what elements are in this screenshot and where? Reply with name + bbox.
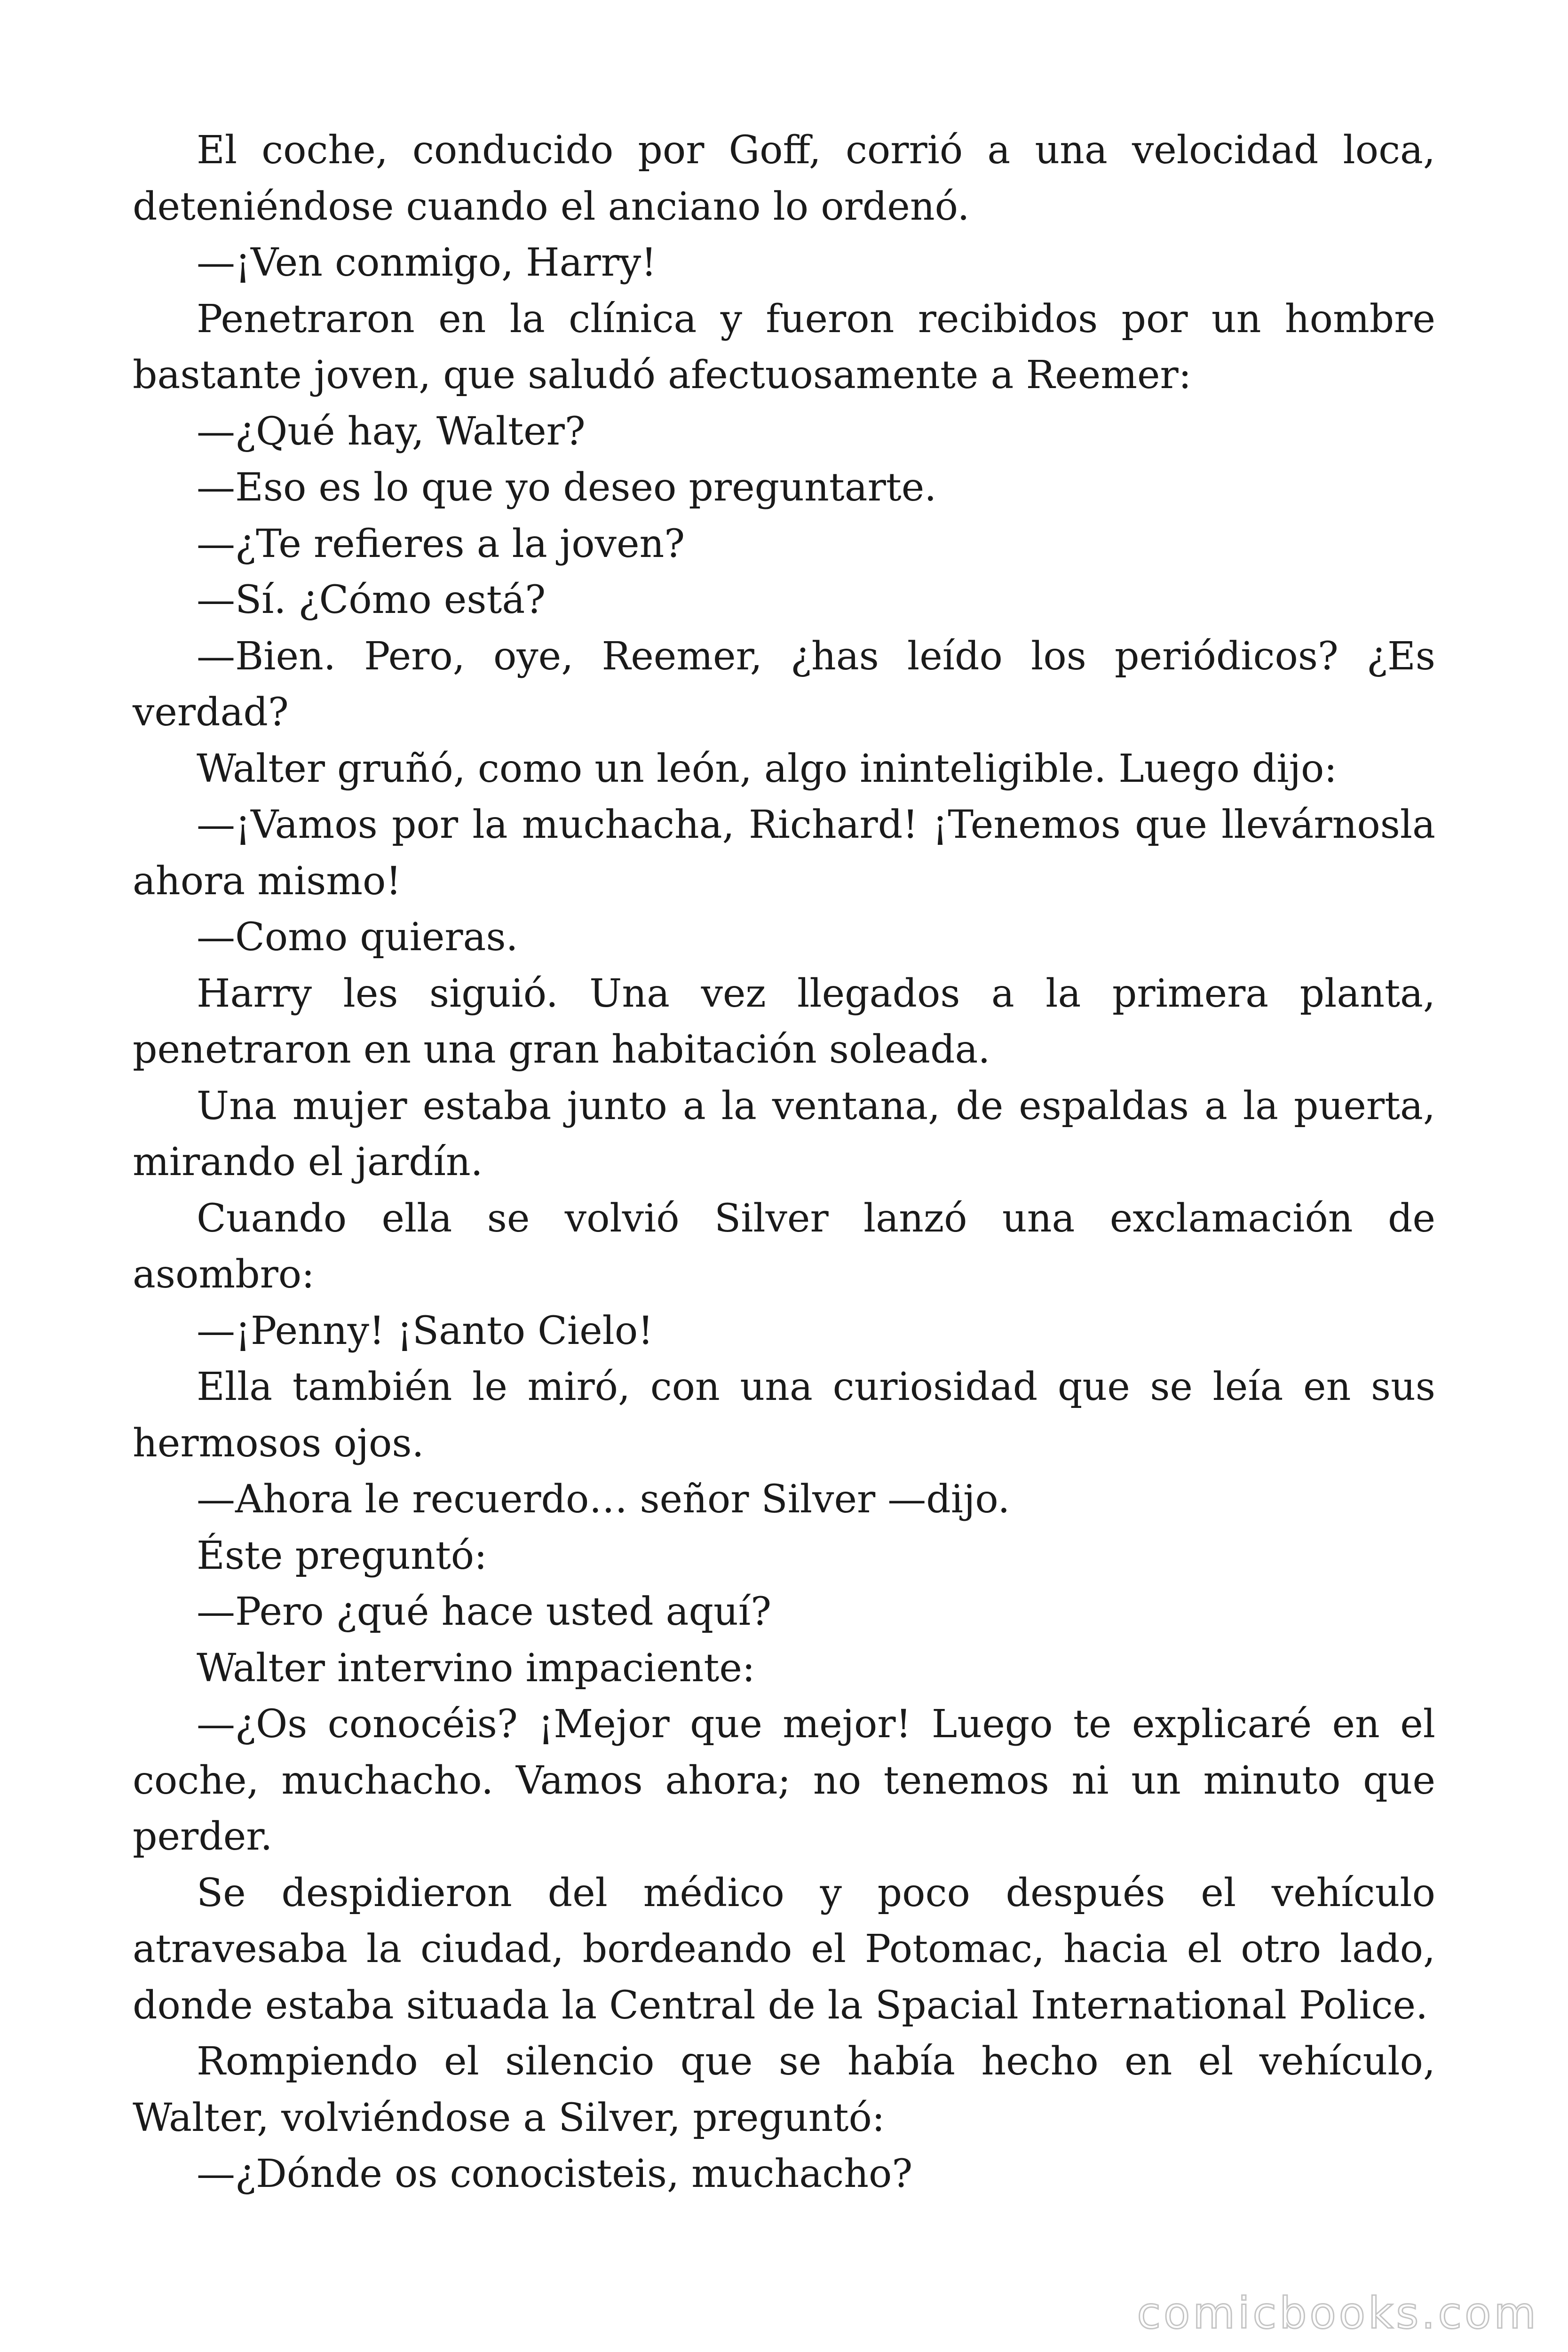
paragraph: —Sí. ¿Cómo está? [197, 578, 546, 622]
paragraph: —¿Te refieres a la joven? [197, 521, 685, 566]
paragraph: Rompiendo el silencio que se había hecho en el vehículo, Walter, volviéndose a Silver, preguntó: [133, 2039, 1435, 2140]
watermark: comicbooks.com [1137, 2288, 1539, 2338]
paragraph: Éste preguntó: [197, 1533, 487, 1578]
paragraph: —Ahora le recuerdo… señor Silver —dijo. [197, 1477, 1010, 1522]
paragraph: Una mujer estaba junto a la ventana, de espaldas a la puerta, mirando el jardín. [133, 1083, 1435, 1184]
paragraph: —Eso es lo que yo deseo preguntarte. [197, 465, 937, 510]
paragraph: —Bien. Pero, oye, Reemer, ¿has leído los periódicos? ¿Es verdad? [133, 634, 1435, 735]
paragraph: Walter gruñó, como un león, algo ininteligible. Luego dijo: [197, 746, 1338, 791]
paragraph: —Pero ¿qué hace usted aquí? [197, 1589, 772, 1634]
paragraph: —¡Penny! ¡Santo Cielo! [197, 1308, 654, 1353]
paragraph: Walter intervino impaciente: [197, 1645, 755, 1691]
body-text [133, 122, 1435, 2202]
paragraph: —¿Qué hay, Walter? [197, 409, 586, 454]
paragraph: Ella también le miró, con una curiosidad que se leía en sus hermosos ojos. [133, 1365, 1435, 1466]
paragraph: —¿Dónde os conocisteis, muchacho? [197, 2152, 913, 2196]
paragraph: —¡Vamos por la muchacha, Richard! ¡Tenemos que llevárnosla ahora mismo! [133, 803, 1435, 904]
paragraph: Se despidieron del médico y poco después el vehículo atravesaba la ciudad, bordeando el Potomac, hacia el otro lado, donde estaba situada la Central de la Spacial International Police. [133, 1870, 1435, 2028]
paragraph: —¿Os conocéis? ¡Mejor que mejor! Luego te explicaré en el coche, muchacho. Vamos ahora; no tenemos ni un minuto que perder. [133, 1702, 1435, 1859]
paragraph: —Como quieras. [197, 915, 518, 960]
paragraph: Penetraron en la clínica y fueron recibidos por un hombre bastante joven, que saludó afectuosamente a Reemer: [133, 296, 1435, 397]
paragraph: —¡Ven conmigo, Harry! [197, 240, 657, 285]
paragraph: Cuando ella se volvió Silver lanzó una exclamación de asombro: [133, 1196, 1435, 1297]
paragraph: El coche, conducido por Goff, corrió a una velocidad loca, deteniéndose cuando el anciano lo ordenó. [133, 128, 1435, 229]
paragraph: Harry les siguió. Una vez llegados a la primera planta, penetraron en una gran habitación soleada. [133, 971, 1435, 1072]
